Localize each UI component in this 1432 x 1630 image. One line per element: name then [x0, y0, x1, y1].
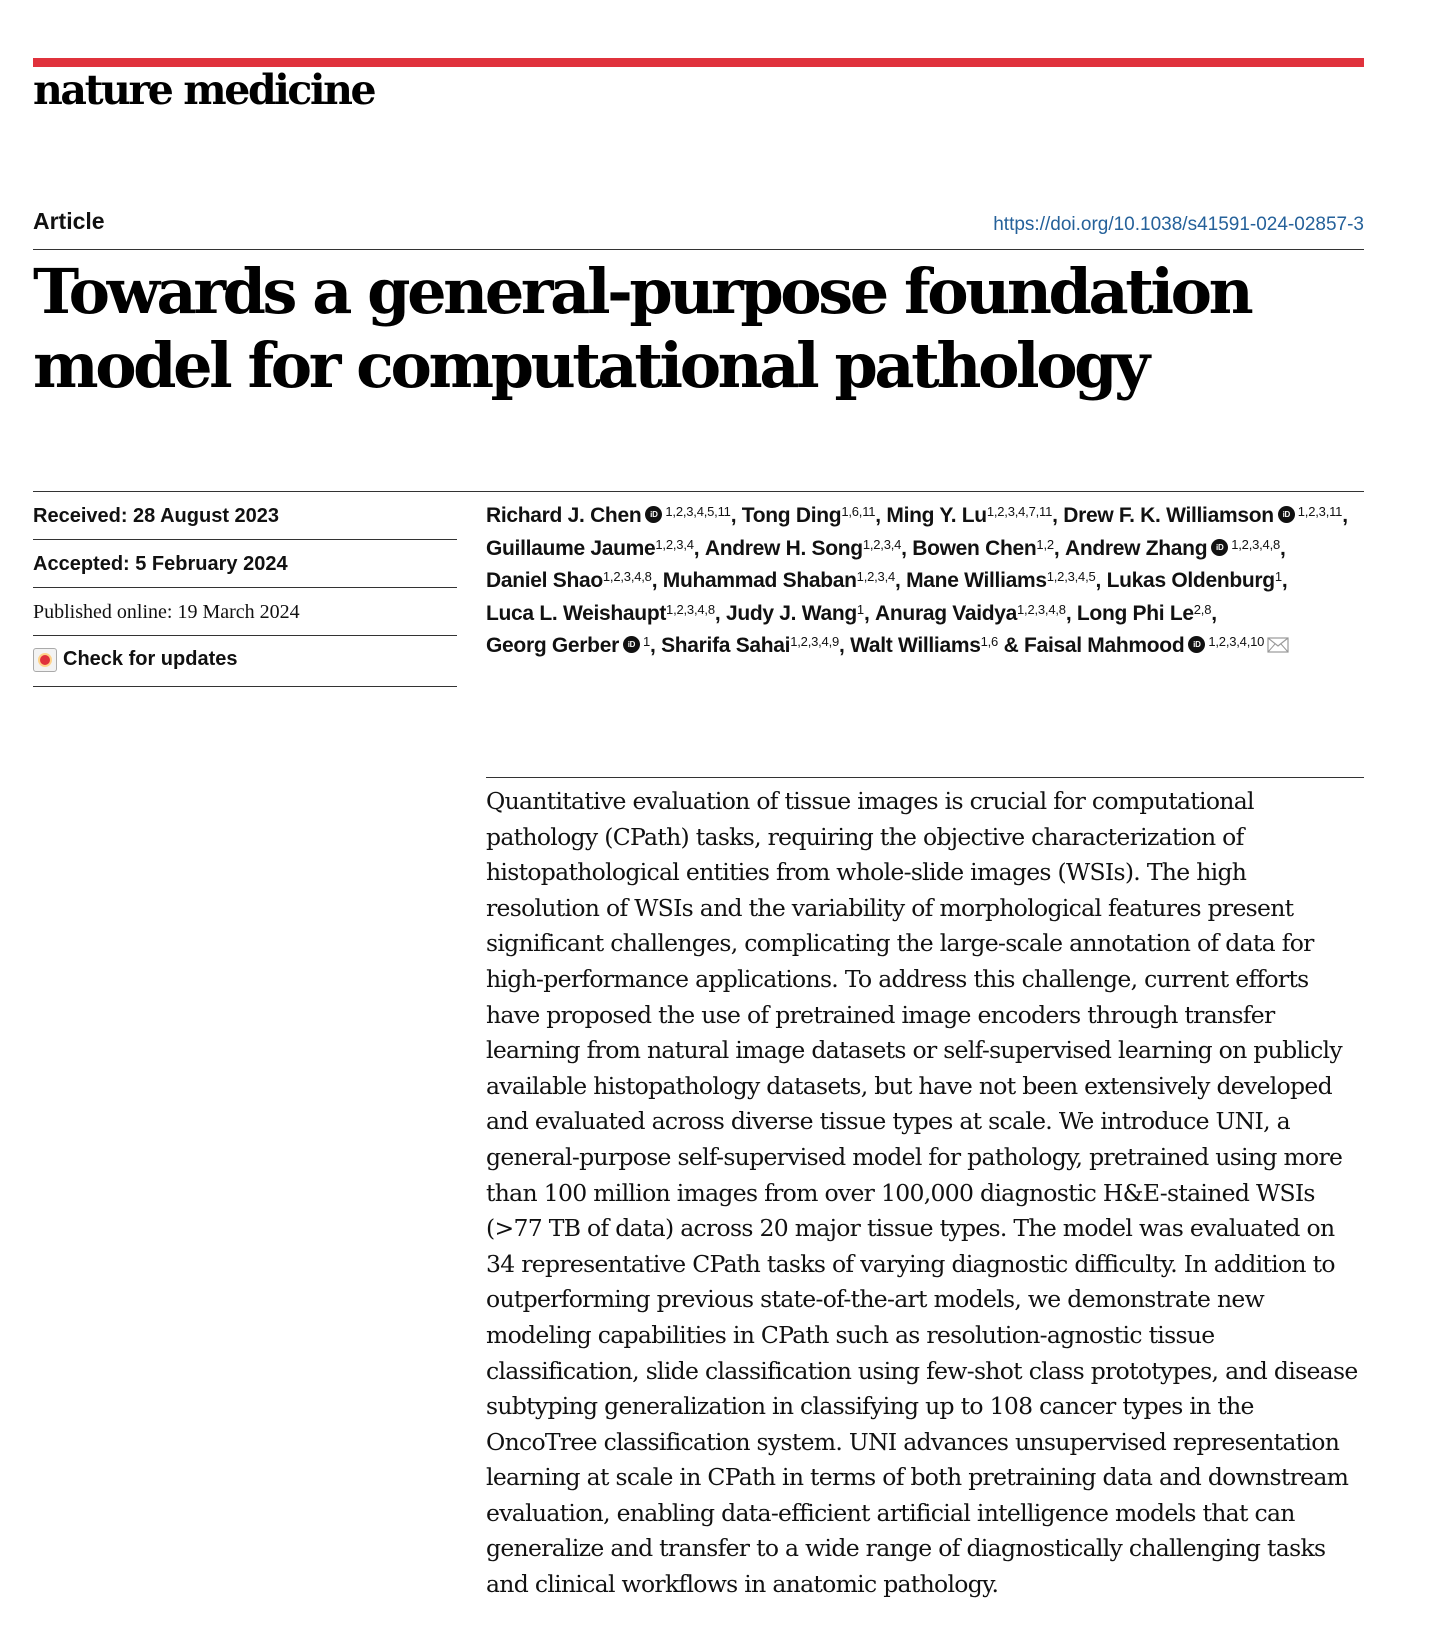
author-affiliations: 1,2,3,4,10: [1208, 634, 1265, 649]
author-name-text: Sharifa Sahai: [661, 634, 791, 657]
journal-logo[interactable]: nature medicine: [33, 66, 375, 114]
author-name-text: Faisal Mahmood: [1024, 634, 1185, 657]
author-name-text: Ming Y. Lu: [886, 504, 987, 527]
check-for-updates-label: Check for updates: [63, 648, 238, 670]
author-separator: ,: [651, 569, 663, 592]
orcid-icon[interactable]: iD: [1211, 539, 1228, 556]
abstract-divider: [486, 777, 1364, 778]
author-name-text: Walt Williams: [850, 634, 981, 657]
author-name[interactable]: [726, 602, 875, 625]
author-affiliations: 1,2: [1036, 536, 1054, 552]
author-separator: ,: [1065, 601, 1077, 625]
author-separator: ,: [1280, 536, 1286, 560]
crossmark-icon: [33, 648, 57, 672]
author-affiliations: 1,6,11: [841, 504, 876, 519]
author-name-text: Drew F. K. Williamson: [1063, 504, 1274, 527]
check-for-updates-button[interactable]: [33, 636, 457, 687]
author-separator: ,: [693, 536, 705, 560]
author-affiliations: 1,2,3,4: [862, 536, 902, 552]
author-separator: ,: [1095, 569, 1107, 592]
article-title: Towards a general-purpose foundation model for computational pathology: [33, 255, 1251, 402]
author-affiliations: 1: [1274, 569, 1282, 584]
author-separator: ,: [1052, 504, 1064, 527]
author-name[interactable]: [486, 569, 663, 592]
author-affiliations: 1,2,3,4,5,11: [665, 504, 731, 519]
author-separator: ,: [875, 504, 887, 527]
author-name[interactable]: [906, 569, 1107, 592]
author-name-text: Tong Ding: [741, 504, 842, 527]
author-affiliations: 1,2,3,4: [856, 569, 896, 584]
author-name[interactable]: [912, 537, 1065, 560]
published-date: Published online: 19 March 2024: [33, 588, 457, 636]
author-separator: ,: [1211, 601, 1217, 625]
orcid-icon[interactable]: iD: [645, 506, 662, 523]
author-name[interactable]: [1077, 602, 1217, 625]
author-name-text: Georg Gerber: [486, 634, 619, 657]
author-name[interactable]: [705, 537, 912, 560]
author-affiliations: 1: [642, 634, 650, 649]
author-name[interactable]: [486, 634, 661, 657]
author-separator: ,: [863, 601, 876, 625]
author-separator: ,: [730, 504, 742, 527]
author-affiliations: 1,2,3,4,9: [790, 634, 840, 649]
email-icon[interactable]: [1267, 637, 1289, 653]
author-separator: ,: [1342, 504, 1348, 527]
author-name-text: Andrew Zhang: [1064, 536, 1208, 560]
author-separator: &: [998, 634, 1025, 657]
author-name-text: Richard J. Chen: [486, 504, 642, 527]
author-name[interactable]: [886, 504, 1063, 527]
author-name[interactable]: [486, 602, 726, 625]
author-separator: ,: [714, 601, 726, 625]
author-name[interactable]: [850, 634, 1024, 657]
author-affiliations: 1,6: [980, 634, 999, 649]
header-divider: [33, 249, 1364, 250]
author-name-text: Anurag Vaidya: [875, 601, 1018, 625]
author-affiliations: 1,2,3,4,5: [1046, 569, 1096, 584]
author-name-text: Luca L. Weishaupt: [486, 601, 667, 625]
author-name[interactable]: [875, 602, 1077, 625]
author-affiliations: 1,2,3,4,8: [1017, 601, 1066, 617]
orcid-icon[interactable]: iD: [1188, 636, 1205, 653]
dates-panel: [33, 492, 457, 687]
author-name[interactable]: [1065, 537, 1286, 560]
author-name-text: Judy J. Wang: [725, 601, 857, 625]
author-name[interactable]: [486, 537, 705, 560]
author-name[interactable]: [486, 504, 742, 527]
author-affiliations: 1,2,3,4,8: [602, 569, 652, 584]
author-name[interactable]: [663, 569, 906, 592]
author-name[interactable]: [1063, 504, 1348, 527]
author-name-text: Lukas Oldenburg: [1106, 569, 1275, 592]
author-name-text: Guillaume Jaume: [486, 536, 656, 560]
author-affiliations: 1,2,3,11: [1297, 504, 1343, 519]
author-affiliations: 1,2,3,4: [655, 536, 694, 552]
author-name[interactable]: [1107, 569, 1288, 592]
author-name-text: Andrew H. Song: [704, 536, 863, 560]
author-name-text: Mane Williams: [906, 569, 1047, 592]
author-affiliations: 1,2,3,4,8: [666, 601, 715, 617]
author-separator: ,: [649, 634, 662, 657]
author-separator: ,: [839, 634, 851, 657]
author-affiliations: 1: [856, 601, 864, 617]
author-affiliations: 2,8: [1193, 601, 1212, 617]
doi-link[interactable]: https://doi.org/10.1038/s41591-024-02857-3: [993, 214, 1364, 235]
author-affiliations: 1,2,3,4,7,11: [986, 504, 1053, 519]
article-type-label: Article: [33, 208, 105, 234]
author-name[interactable]: [742, 504, 887, 527]
orcid-icon[interactable]: iD: [623, 636, 640, 653]
author-separator: ,: [1281, 569, 1288, 592]
author-separator: ,: [901, 536, 913, 560]
orcid-icon[interactable]: iD: [1278, 506, 1295, 523]
author-name[interactable]: [661, 634, 850, 657]
author-name-text: Muhammad Shaban: [662, 569, 857, 592]
author-list: [486, 500, 1366, 663]
author-name-text: Long Phi Le: [1076, 601, 1194, 625]
author-name-text: Daniel Shao: [486, 569, 603, 592]
received-date: Received: 28 August 2023: [33, 492, 457, 540]
author-separator: ,: [895, 569, 907, 592]
author-separator: ,: [1053, 536, 1065, 560]
accepted-date: Accepted: 5 February 2024: [33, 540, 457, 588]
author-affiliations: 1,2,3,4,8: [1231, 536, 1281, 552]
author-name[interactable]: [1024, 634, 1289, 657]
abstract-text: Quantitative evaluation of tissue images is crucial for computational pathology (CPath) tasks, requiring the objective characterization of histopathological entities from whole-slide images (WSIs). The high resolution of WSIs and the variability of morphological features present significant challenges, complicating the large-scale annotation of data for high-performance applications. To address this challenge, current efforts have proposed the use of pretrained image encoders through transfer learning from natural image datasets or self-supervised learning on publicly available histopathology datasets, but have not been extensively developed and evaluated across diverse tissue types at scale. We introduce UNI, a general-purpose self-supervised model for pathology, pretrained using more than 100 million images from over 100,000 diagnostic H&E-stained WSIs (>77 TB of data) across 20 major tissue types. The model was evaluated on 34 representative CPath tasks of varying diagnostic difficulty. In addition to outperforming previous state-of-the-art models, we demonstrate new modeling capabilities in CPath such as resolution-agnostic tissue classification, slide classification using few-shot class prototypes, and disease subtyping generalization in classifying up to 108 cancer types in the OncoTree classification system. UNI advances unsupervised representation learning at scale in CPath in terms of both pretraining data and downstream evaluation, enabling data-efficient artificial intelligence models that can generalize and transfer to a wide range of diagnostically challenging tasks and clinical workflows in anatomic pathology.: [486, 787, 1358, 1599]
author-name-text: Bowen Chen: [912, 536, 1037, 560]
